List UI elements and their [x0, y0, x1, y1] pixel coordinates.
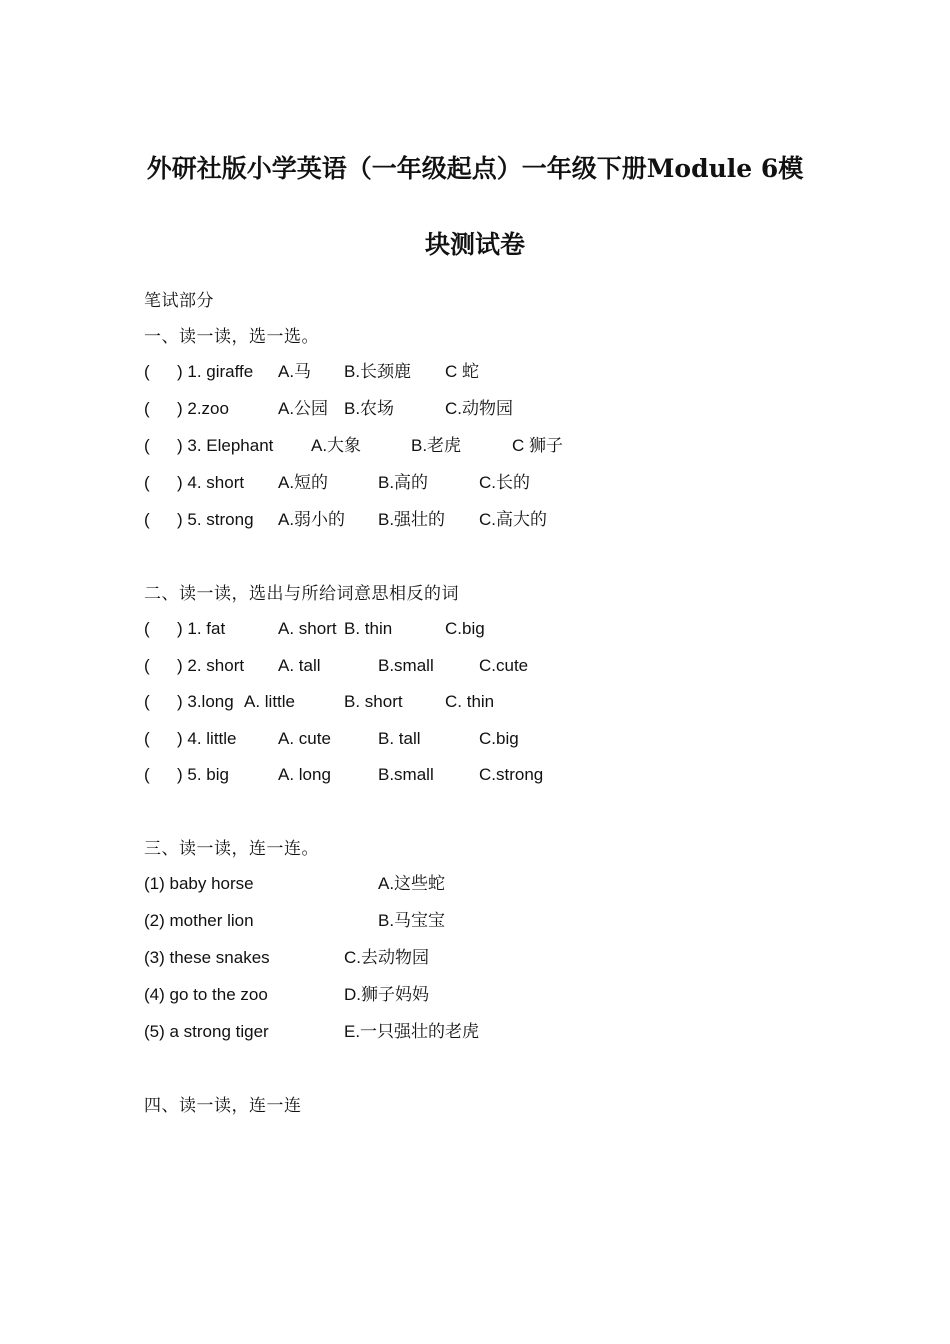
question-item: ) 1. fat — [177, 619, 226, 638]
answer-paren: ( — [144, 510, 150, 529]
question-item: ) 1. giraffe — [177, 362, 254, 381]
question-item: ) 2. short — [177, 656, 245, 675]
option-b: B.高的 — [378, 473, 429, 492]
option-b: B.强壮的 — [378, 510, 446, 529]
question-item: ) 4. little — [177, 729, 237, 748]
option-a: A.弱小的 — [278, 510, 346, 529]
part3-heading: 三、读一读，连一连。 — [144, 839, 319, 859]
part2-heading: 二、读一读，选出与所给词意思相反的词 — [144, 584, 459, 604]
option-b: B. short — [344, 692, 403, 711]
option-b: B.small — [378, 765, 434, 784]
option-b: B.老虎 — [411, 436, 462, 455]
question-item: ) 5. big — [177, 765, 229, 784]
option-a: A.公园 — [278, 399, 329, 418]
answer-paren: ( — [144, 399, 150, 418]
answer-paren: ( — [144, 692, 150, 711]
question-item: ) 4. short — [177, 473, 245, 492]
match-left-item: (1) baby horse — [144, 874, 254, 893]
option-c: C.big — [445, 619, 485, 638]
option-c: C 狮子 — [512, 436, 563, 455]
answer-paren: ( — [144, 473, 150, 492]
option-b: B.small — [378, 656, 434, 675]
option-c: C.big — [479, 729, 519, 748]
answer-paren: ( — [144, 765, 150, 784]
option-a: A. long — [278, 765, 331, 784]
option-c: C.长的 — [479, 473, 530, 492]
question-item: ) 3.long — [177, 692, 234, 711]
option-b: B. thin — [344, 619, 393, 638]
document-title-line-2: 块测试卷 — [424, 230, 525, 259]
answer-paren: ( — [144, 619, 150, 638]
answer-paren: ( — [144, 729, 150, 748]
match-left-item: (5) a strong tiger — [144, 1022, 269, 1041]
option-c: C.高大的 — [479, 510, 547, 529]
option-b: B. tall — [378, 729, 421, 748]
part1-heading: 一、读一读，选一选。 — [144, 327, 319, 347]
answer-paren: ( — [144, 656, 150, 675]
option-a: A. tall — [278, 656, 321, 675]
match-left-item: (4) go to the zoo — [144, 985, 268, 1004]
answer-paren: ( — [144, 362, 150, 381]
option-c: C. thin — [445, 692, 495, 711]
option-a: A.大象 — [311, 436, 362, 455]
option-b: B.农场 — [344, 399, 395, 418]
section-written-label: 笔试部分 — [144, 291, 214, 311]
question-item: ) 5. strong — [177, 510, 254, 529]
option-a: A. short — [278, 619, 337, 638]
option-c: C.动物园 — [445, 399, 513, 418]
option-a: A.短的 — [278, 473, 329, 492]
option-c: C.cute — [479, 656, 529, 675]
match-right-item: A.这些蛇 — [378, 874, 446, 893]
option-c: C.strong — [479, 765, 544, 784]
option-a: A.马 — [278, 362, 312, 381]
option-a: A. cute — [278, 729, 331, 748]
part4-heading: 四、读一读，连一连 — [144, 1096, 302, 1116]
match-left-item: (3) these snakes — [144, 948, 270, 967]
answer-paren: ( — [144, 436, 150, 455]
question-item: ) 3. Elephant — [177, 436, 274, 455]
match-right-item: B.马宝宝 — [378, 911, 446, 930]
option-a: A. little — [244, 692, 296, 711]
match-right-item: C.去动物园 — [344, 948, 429, 967]
match-right-item: D.狮子妈妈 — [344, 985, 429, 1004]
match-left-item: (2) mother lion — [144, 911, 254, 930]
option-c: C 蛇 — [445, 362, 479, 381]
option-b: B.长颈鹿 — [344, 362, 412, 381]
question-item: ) 2.zoo — [177, 399, 229, 418]
match-right-item: E.一只强壮的老虎 — [344, 1022, 480, 1041]
document-title-line-1: 外研社版小学英语（一年级起点）一年级下册Module 6模 — [146, 154, 804, 183]
